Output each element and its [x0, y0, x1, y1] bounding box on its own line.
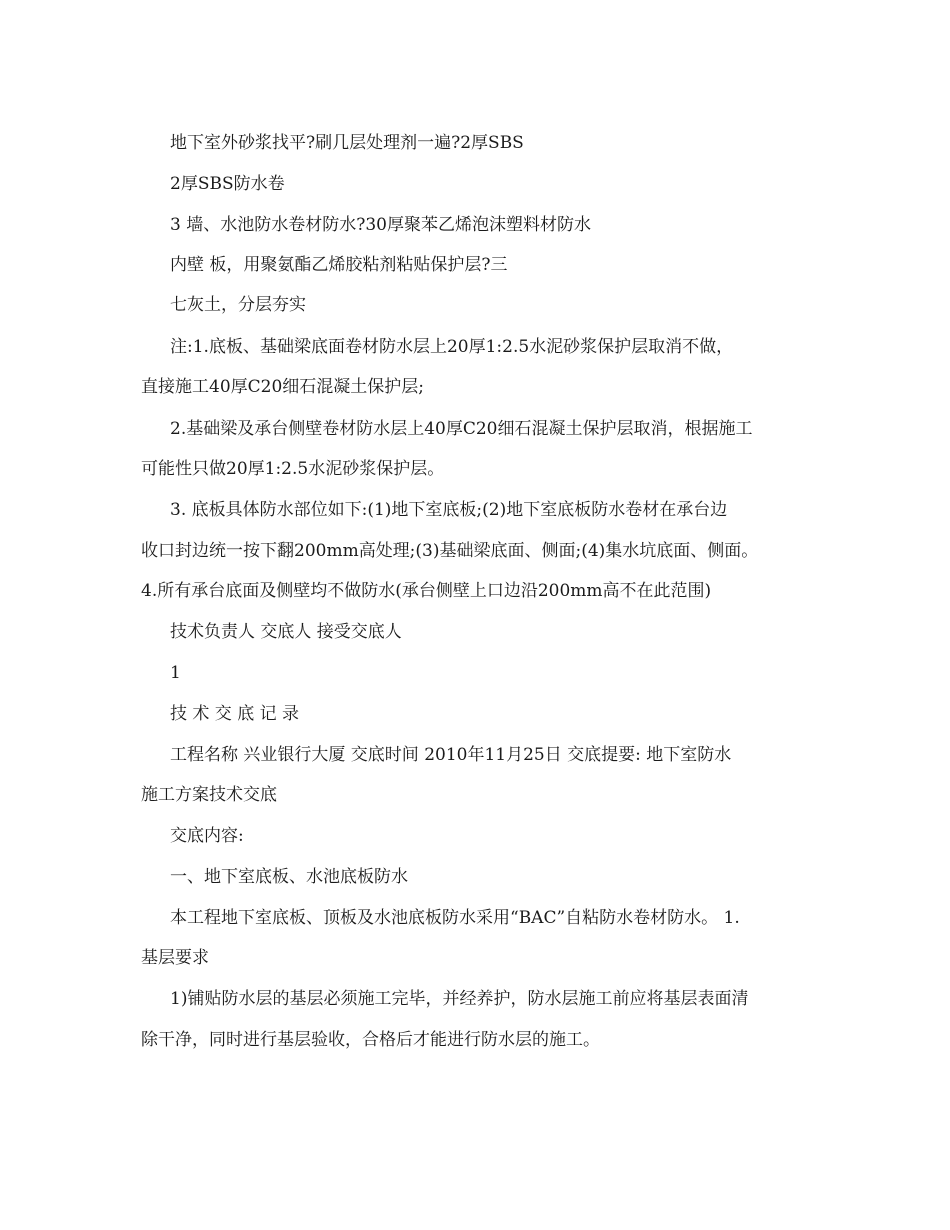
text-line: 地下室外砂浆找平?刷几层处理剂一遍?2厚SBS [170, 133, 524, 153]
section-heading: 一、地下室底板、水池底板防水 [170, 867, 408, 887]
page-number: 1 [170, 663, 181, 683]
text-line: 注:1.底板、基础梁底面卷材防水层上20厚1:2.5水泥砂浆保护层取消不做， [170, 337, 734, 357]
text-line: 七灰土，分层夯实 [170, 295, 306, 315]
text-line: 1)铺贴防水层的基层必须施工完毕，并经养护，防水层施工前应将基层表面清 [170, 989, 749, 1009]
text-line: 3. 底板具体防水部位如下:(1)地下室底板;(2)地下室底板防水卷材在承台边 [170, 500, 728, 520]
text-line: 技术负责人 交底人 接受交底人 [170, 622, 402, 642]
text-line: 2厚SBS防水卷 [170, 174, 285, 194]
text-line: 基层要求 [141, 948, 209, 968]
text-line: 可能性只做20厚1:2.5水泥砂浆保护层。 [141, 459, 445, 479]
text-line: 直接施工40厚C20细石混凝土保护层; [141, 377, 424, 397]
text-line: 交底内容: [170, 826, 244, 846]
text-line: 内壁 板，用聚氨酯乙烯胶粘剂粘贴保护层?三 [170, 255, 508, 275]
text-line: 施工方案技术交底 [141, 785, 277, 805]
text-line: 3 墙、水池防水卷材防水?30厚聚苯乙烯泡沫塑料材防水 [170, 215, 591, 235]
text-line: 4.所有承台底面及侧壁均不做防水(承台侧壁上口边沿200mm高不在此范围) [141, 581, 712, 601]
text-line: 收口封边统一按下翻200mm高处理;(3)基础梁底面、侧面;(4)集水坑底面、侧面。 [141, 541, 759, 561]
text-line: 2.基础梁及承台侧壁卷材防水层上40厚C20细石混凝土保护层取消，根据施工 [170, 419, 753, 439]
text-line: 工程名称 兴业银行大厦 交底时间 2010年11月25日 交底提要: 地下室防水 [170, 745, 732, 765]
record-title: 技 术 交 底 记 录 [170, 704, 300, 724]
text-line: 除干净，同时进行基层验收，合格后才能进行防水层的施工。 [141, 1030, 600, 1050]
text-line: 本工程地下室底板、顶板及水池底板防水采用“BAC”自粘防水卷材防水。 1. [170, 908, 740, 928]
